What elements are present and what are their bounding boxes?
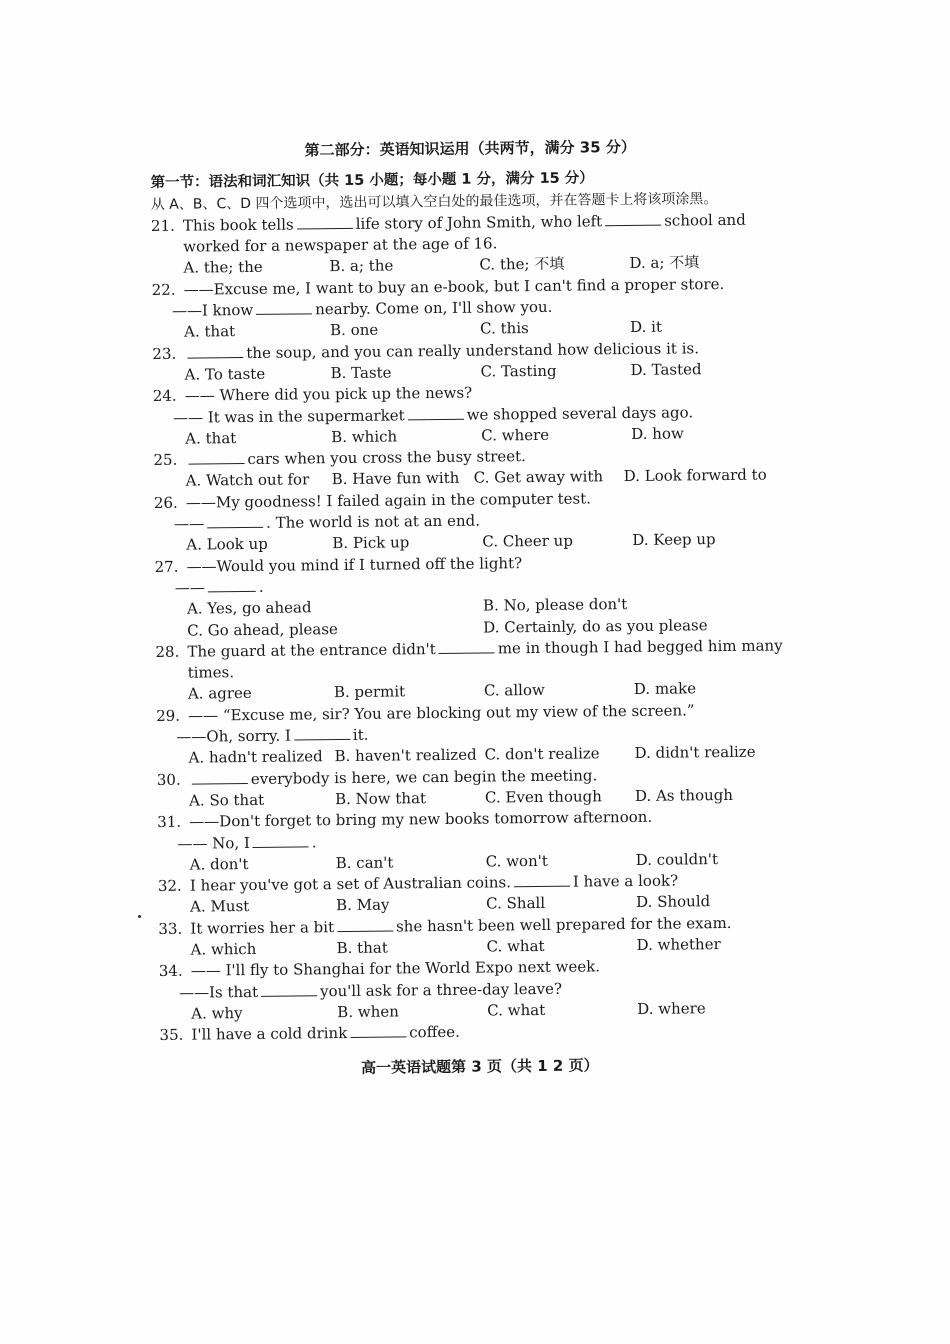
option-a[interactable]: A. that [184, 322, 236, 342]
answer-blank [350, 1023, 406, 1039]
question-number: 34. [158, 961, 183, 981]
dialog-text: we shopped several days ago. [466, 402, 694, 424]
question-33 [158, 912, 798, 961]
question-21 [151, 209, 792, 280]
stem-text: I have a look? [572, 871, 679, 891]
option-c[interactable]: C. Cheer up [482, 531, 573, 551]
option-c[interactable]: C. this [480, 319, 529, 338]
question-34 [159, 955, 800, 1026]
answer-blank [439, 638, 495, 654]
option-c[interactable]: C. don't realize [484, 744, 600, 764]
dialog-text: . [258, 577, 264, 596]
option-d[interactable]: D. make [633, 679, 697, 699]
stem-text: everybody is here, we can begin the meeting. [250, 765, 598, 788]
option-b[interactable]: B. Taste [330, 363, 392, 383]
option-d[interactable]: D. Keep up [632, 530, 716, 550]
option-d[interactable]: D. it [629, 318, 663, 337]
option-d[interactable]: D. whether [636, 935, 721, 954]
option-c[interactable]: C. Shall [486, 894, 546, 913]
dialog-text: ——Oh, sorry. I [176, 726, 291, 746]
option-b[interactable]: B. permit [333, 682, 406, 702]
question-32 [158, 869, 798, 918]
answer-blank [192, 769, 248, 785]
option-d[interactable]: D. As though [634, 785, 734, 805]
stem-text: The guard at the entrance didn't [187, 639, 436, 661]
option-a[interactable]: A. Watch out for [185, 470, 310, 491]
question-23 [152, 337, 792, 386]
question-28 [155, 635, 796, 706]
answer-blank [514, 872, 570, 888]
option-c[interactable]: C. Go ahead, please [187, 619, 338, 640]
option-d[interactable]: D. Should [636, 892, 711, 912]
option-c[interactable]: C. Get away with [473, 467, 604, 488]
answer-blank [256, 299, 312, 315]
question-number: 26. [153, 493, 178, 512]
stem-text: school and [664, 210, 746, 230]
question-number: 29. [156, 706, 181, 725]
option-a[interactable]: A. why [191, 1003, 243, 1023]
stem-text: life story of John Smith, who left [355, 212, 603, 233]
option-c[interactable]: C. Even though [484, 787, 602, 807]
option-a[interactable]: A. Look up [186, 535, 268, 554]
option-c[interactable]: C. where [481, 425, 550, 445]
option-b[interactable]: B. which [331, 427, 398, 446]
question-30 [157, 763, 797, 812]
instruction: 从 A、B、C、D 四个选项中，选出可以填入空白处的最佳选项，并在答题卡上将该项涂黑。 [150, 190, 718, 213]
option-d[interactable]: D. Look forward to [623, 466, 767, 486]
option-d[interactable]: D. a; 不填 [629, 253, 700, 273]
stem-text: —— I'll fly to Shanghai for the World Expo next week. [190, 957, 601, 980]
question-number: 32. [157, 876, 182, 896]
stem-text: coffee. [409, 1022, 460, 1042]
option-a[interactable]: A. Yes, go ahead [186, 598, 312, 618]
dialog-text: it. [352, 725, 369, 744]
dialog-text: you'll ask for a three-day leave? [319, 979, 563, 1000]
answer-blank [188, 449, 244, 465]
dialog-text: . The world is not at an end. [266, 511, 481, 532]
stem-text: —— Where did you pick up the news? [184, 383, 473, 405]
stem-continuation: worked for a newspaper at the age of 16. [183, 234, 498, 256]
part-title: 第二部分：英语知识运用（共两节，满分 35 分） [304, 137, 636, 160]
answer-blank [208, 577, 256, 593]
stem-text: me in though I had begged him many [497, 636, 783, 658]
option-d[interactable]: D. where [637, 999, 706, 1018]
option-c[interactable]: C. the; 不填 [479, 255, 565, 275]
answer-blank [337, 916, 393, 932]
question-number: 30. [156, 770, 181, 789]
option-a[interactable]: A. agree [187, 684, 252, 704]
question-29 [156, 699, 797, 770]
stem-text: This book tells [182, 215, 294, 235]
stem-text: It worries her a bit [190, 917, 335, 938]
stem-text: cars when you cross the busy street. [247, 447, 526, 469]
option-b[interactable]: B. when [337, 1002, 399, 1021]
option-b[interactable]: B. a; the [329, 256, 394, 276]
question-number: 24. [152, 387, 177, 406]
answer-blank [294, 725, 350, 741]
option-a[interactable]: A. that [185, 428, 237, 448]
option-a[interactable]: A. Must [190, 897, 250, 917]
option-b[interactable]: B. Pick up [332, 533, 410, 553]
question-26 [154, 486, 795, 557]
question-number: 25. [153, 450, 178, 470]
option-a[interactable]: A. hadn't realized [188, 747, 323, 767]
dialog-text: —— It was in the supermarket [172, 405, 405, 427]
option-a[interactable]: A. the; the [183, 258, 263, 278]
dialog-text: ——I know [171, 301, 254, 320]
option-a[interactable]: A. don't [189, 854, 249, 874]
stem-text: ——Don't forget to bring my new books tomorrow afternoon. [189, 807, 653, 831]
option-b[interactable]: B. one [330, 320, 379, 340]
stem-text: ——My goodness! I failed again in the computer test. [185, 489, 592, 512]
option-a[interactable]: A. So that [188, 790, 265, 810]
option-d[interactable]: D. Tasted [630, 360, 702, 379]
option-c[interactable]: C. Tasting [480, 361, 557, 381]
option-c[interactable]: C. won't [485, 851, 548, 871]
option-c[interactable]: C. what [486, 936, 545, 956]
dialog-text: . [311, 832, 317, 851]
question-number: 33. [158, 919, 183, 938]
stem-text: the soup, and you can really understand how delicious it is. [246, 338, 700, 362]
answer-blank [297, 214, 353, 230]
question-number: 35. [159, 1025, 184, 1045]
option-b[interactable]: B. Now that [334, 789, 427, 809]
question-number: 21. [150, 216, 175, 235]
dialog-text: —— [174, 578, 205, 597]
dialog-text: nearby. Come on, I'll show you. [315, 297, 553, 319]
question-number: 22. [151, 280, 176, 299]
option-b[interactable]: B. that [336, 938, 388, 958]
stem-continuation: times. [187, 663, 235, 682]
answer-blank [261, 981, 317, 997]
option-a[interactable]: A. To taste [184, 364, 266, 384]
question-number: 31. [157, 812, 182, 832]
answer-blank [253, 832, 309, 848]
option-c[interactable]: C. allow [483, 681, 545, 700]
option-d[interactable]: D. didn't realize [634, 743, 756, 763]
option-d[interactable]: D. couldn't [635, 849, 719, 869]
question-22 [152, 273, 793, 344]
answer-blank [187, 343, 243, 359]
answer-blank [605, 211, 661, 227]
stem-text: she hasn't been well prepared for the exam. [395, 913, 732, 936]
dialog-text: —— No, I [177, 833, 250, 853]
question-27 [154, 550, 795, 642]
answer-blank [207, 513, 263, 529]
option-b[interactable]: B. can't [335, 853, 394, 872]
option-a[interactable]: A. which [190, 939, 257, 959]
stem-text: ——Would you mind if I turned off the light? [186, 553, 523, 576]
stray-dot [138, 915, 141, 918]
question-25 [153, 443, 793, 492]
question-24 [153, 380, 794, 451]
stem-text: ——Excuse me, I want to buy an e-book, but I can't find a proper store. [183, 274, 725, 299]
question-number: 28. [155, 642, 180, 661]
option-b[interactable]: B. haven't realized [334, 745, 477, 766]
stem-text: —— “Excuse me, sir? You are blocking out my view of the screen.” [188, 701, 695, 725]
option-b[interactable]: B. May [336, 895, 390, 915]
question-number: 23. [152, 344, 177, 363]
exam-sheet [150, 123, 800, 1081]
option-b[interactable]: B. No, please don't [482, 595, 628, 615]
question-number: 27. [154, 557, 179, 576]
option-d[interactable]: D. how [631, 424, 684, 443]
option-d[interactable]: D. Certainly, do as you please [483, 615, 708, 637]
answer-blank [408, 404, 464, 420]
dialog-text: ——Is that [178, 982, 259, 1002]
option-b[interactable]: B. Have fun with [331, 469, 460, 489]
dialog-text: —— [174, 514, 205, 533]
stem-text: I'll have a cold drink [191, 1024, 348, 1044]
page-footer: 高一英语试题第 3 页（共 1 2 页） [361, 1056, 599, 1078]
section-title: 第一节：语法和词汇知识（共 15 小题；每小题 1 分，满分 15 分） [150, 170, 594, 192]
question-31 [157, 805, 798, 876]
stem-text: I hear you've got a set of Australian coins. [189, 873, 512, 895]
option-c[interactable]: C. what [487, 1000, 546, 1020]
